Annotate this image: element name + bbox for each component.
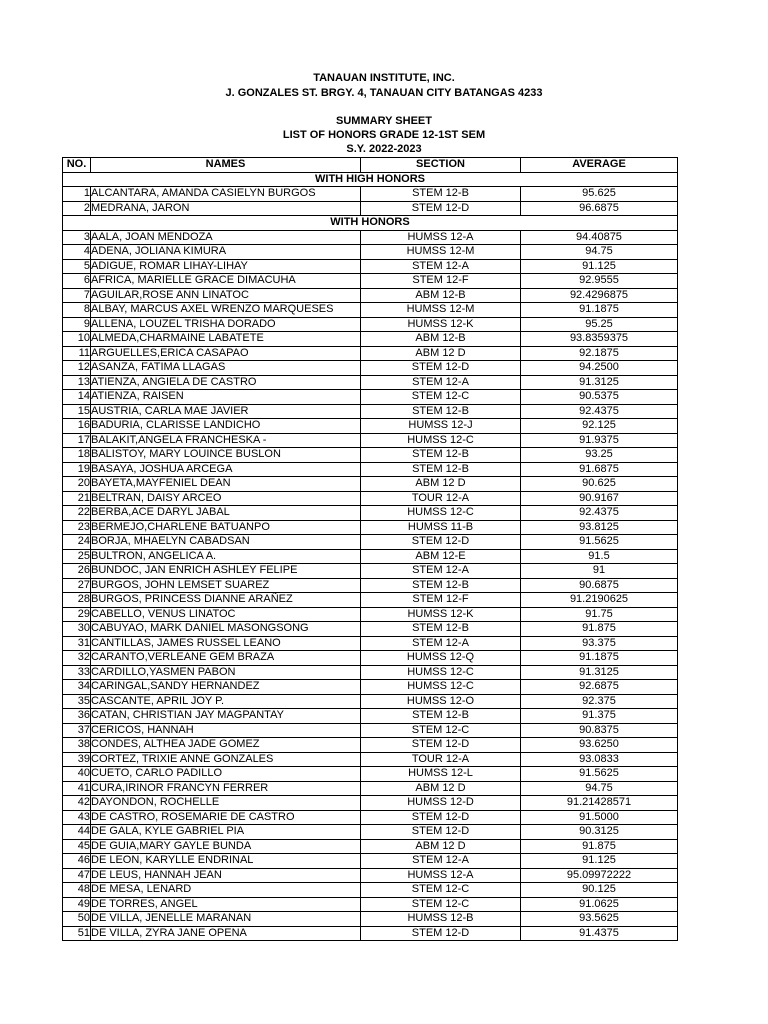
section: HUMSS 12-M [361, 245, 521, 260]
student-name: DE GALA, KYLE GABRIEL PIA [91, 825, 361, 840]
average: 90.3125 [521, 825, 678, 840]
student-name: AGUILAR,ROSE ANN LINATOC [91, 288, 361, 303]
table-row [63, 448, 678, 463]
average: 94.40875 [521, 230, 678, 245]
row-number: 6 [63, 274, 91, 289]
row-number: 45 [63, 839, 91, 854]
section: HUMSS 12-B [361, 912, 521, 927]
section: STEM 12-A [361, 375, 521, 390]
average: 91.1875 [521, 303, 678, 318]
table-row [63, 912, 678, 927]
student-name: AFRICA, MARIELLE GRACE DIMACUHA [91, 274, 361, 289]
student-name: CARINGAL,SANDY HERNANDEZ [91, 680, 361, 695]
row-number: 49 [63, 897, 91, 912]
student-name: CATAN, CHRISTIAN JAY MAGPANTAY [91, 709, 361, 724]
row-number: 19 [63, 462, 91, 477]
average: 93.5625 [521, 912, 678, 927]
row-number: 31 [63, 636, 91, 651]
table-row [63, 709, 678, 724]
row-number: 38 [63, 738, 91, 753]
table-row [63, 535, 678, 550]
row-number: 46 [63, 854, 91, 869]
student-name: CORTEZ, TRIXIE ANNE GONZALES [91, 752, 361, 767]
row-number: 1 [63, 187, 91, 202]
student-name: ATIENZA, ANGIELA DE CASTRO [91, 375, 361, 390]
row-number: 14 [63, 390, 91, 405]
row-number: 47 [63, 868, 91, 883]
row-number: 37 [63, 723, 91, 738]
row-number: 25 [63, 549, 91, 564]
row-number: 12 [63, 361, 91, 376]
row-number: 41 [63, 781, 91, 796]
row-number: 11 [63, 346, 91, 361]
table-row [63, 303, 678, 318]
table-row [63, 506, 678, 521]
average: 91.875 [521, 839, 678, 854]
average: 91.5 [521, 549, 678, 564]
table-row [63, 752, 678, 767]
section: HUMSS 12-C [361, 665, 521, 680]
average: 91.125 [521, 854, 678, 869]
average: 91.5625 [521, 535, 678, 550]
row-number: 24 [63, 535, 91, 550]
section: HUMSS 11-B [361, 520, 521, 535]
table-row [63, 723, 678, 738]
average: 92.375 [521, 694, 678, 709]
row-number: 23 [63, 520, 91, 535]
average: 92.1875 [521, 346, 678, 361]
section: STEM 12-D [361, 535, 521, 550]
section: STEM 12-B [361, 709, 521, 724]
student-name: CERICOS, HANNAH [91, 723, 361, 738]
student-name: ALBAY, MARCUS AXEL WRENZO MARQUESES [91, 303, 361, 318]
col-header-average: AVERAGE [521, 158, 678, 173]
student-name: DE LEON, KARYLLE ENDRINAL [91, 854, 361, 869]
section: HUMSS 12-Q [361, 651, 521, 666]
student-name: BURGOS, JOHN LEMSET SUAREZ [91, 578, 361, 593]
student-name: ALCANTARA, AMANDA CASIELYN BURGOS [91, 187, 361, 202]
average: 90.625 [521, 477, 678, 492]
section: STEM 12-A [361, 564, 521, 579]
average: 91.75 [521, 607, 678, 622]
student-name: ALLENA, LOUZEL TRISHA DORADO [91, 317, 361, 332]
student-name: DE TORRES, ANGEL [91, 897, 361, 912]
section: STEM 12-B [361, 578, 521, 593]
student-name: CONDES, ALTHEA JADE GOMEZ [91, 738, 361, 753]
section: STEM 12-C [361, 883, 521, 898]
student-name: CARANTO,VERLEANE GEM BRAZA [91, 651, 361, 666]
school-name: TANAUAN INSTITUTE, INC. [313, 72, 455, 84]
average: 92.9555 [521, 274, 678, 289]
row-number: 15 [63, 404, 91, 419]
average: 91.2190625 [521, 593, 678, 608]
student-name: CUETO, CARLO PADILLO [91, 767, 361, 782]
table-row [63, 201, 678, 216]
table-row [63, 767, 678, 782]
row-number: 36 [63, 709, 91, 724]
average: 90.5375 [521, 390, 678, 405]
section: STEM 12-B [361, 622, 521, 637]
table-row [63, 883, 678, 898]
row-number: 7 [63, 288, 91, 303]
average: 91.3125 [521, 665, 678, 680]
student-name: ATIENZA, RAISEN [91, 390, 361, 405]
average: 94.75 [521, 245, 678, 260]
section: STEM 12-A [361, 854, 521, 869]
table-row [63, 259, 678, 274]
student-name: DE VILLA, ZYRA JANE OPENA [91, 926, 361, 941]
header-row [63, 158, 678, 173]
table-row [63, 796, 678, 811]
average: 96.6875 [521, 201, 678, 216]
table-row [63, 375, 678, 390]
row-number: 5 [63, 259, 91, 274]
student-name: BELTRAN, DAISY ARCEO [91, 491, 361, 506]
table-row [63, 651, 678, 666]
section: STEM 12-A [361, 636, 521, 651]
student-name: ARGUELLES,ERICA CASAPAO [91, 346, 361, 361]
student-name: DE MESA, LENARD [91, 883, 361, 898]
section: ABM 12 D [361, 346, 521, 361]
row-number: 18 [63, 448, 91, 463]
student-name: BERMEJO,CHARLENE BATUANPO [91, 520, 361, 535]
table-row [63, 564, 678, 579]
row-number: 30 [63, 622, 91, 637]
col-header-names: NAMES [91, 158, 361, 173]
table-row [63, 607, 678, 622]
average: 91.3125 [521, 375, 678, 390]
row-number: 28 [63, 593, 91, 608]
table-row [63, 520, 678, 535]
student-name: DE VILLA, JENELLE MARANAN [91, 912, 361, 927]
table-row [63, 288, 678, 303]
table-row [63, 868, 678, 883]
section: HUMSS 12-C [361, 433, 521, 448]
row-number: 17 [63, 433, 91, 448]
table-row [63, 230, 678, 245]
section: HUMSS 12-C [361, 680, 521, 695]
table-row [63, 491, 678, 506]
col-header-section: SECTION [361, 158, 521, 173]
section: STEM 12-F [361, 274, 521, 289]
row-number: 22 [63, 506, 91, 521]
section: HUMSS 12-M [361, 303, 521, 318]
student-name: CASCANTE, APRIL JOY P. [91, 694, 361, 709]
student-name: BASAYA, JOSHUA ARCEGA [91, 462, 361, 477]
row-number: 51 [63, 926, 91, 941]
section: HUMSS 12-L [361, 767, 521, 782]
table-row [63, 346, 678, 361]
row-number: 50 [63, 912, 91, 927]
section: STEM 12-D [361, 361, 521, 376]
student-name: ASANZA, FATIMA LLAGAS [91, 361, 361, 376]
row-number: 32 [63, 651, 91, 666]
student-name: DE GUIA,MARY GAYLE BUNDA [91, 839, 361, 854]
average: 91.5625 [521, 767, 678, 782]
table-row [63, 477, 678, 492]
section: HUMSS 12-K [361, 607, 521, 622]
average: 93.375 [521, 636, 678, 651]
average: 93.8359375 [521, 332, 678, 347]
average: 91.4375 [521, 926, 678, 941]
table-row [63, 274, 678, 289]
average: 92.4296875 [521, 288, 678, 303]
row-number: 39 [63, 752, 91, 767]
sheet-title: SUMMARY SHEET [336, 115, 432, 127]
table-row [63, 810, 678, 825]
average: 92.4375 [521, 506, 678, 521]
student-name: BURGOS, PRINCESS DIANNE ARAÑEZ [91, 593, 361, 608]
row-number: 34 [63, 680, 91, 695]
section: STEM 12-C [361, 390, 521, 405]
section: STEM 12-F [361, 593, 521, 608]
section: HUMSS 12-A [361, 868, 521, 883]
section: ABM 12-B [361, 288, 521, 303]
row-number: 26 [63, 564, 91, 579]
table-row [63, 665, 678, 680]
average: 91.6875 [521, 462, 678, 477]
table-row [63, 419, 678, 434]
row-number: 3 [63, 230, 91, 245]
table-row [63, 187, 678, 202]
section: STEM 12-C [361, 897, 521, 912]
average: 91.1875 [521, 651, 678, 666]
average: 94.2500 [521, 361, 678, 376]
row-number: 9 [63, 317, 91, 332]
row-number: 33 [63, 665, 91, 680]
section: TOUR 12-A [361, 752, 521, 767]
average: 91.0625 [521, 897, 678, 912]
school-address: J. GONZALES ST. BRGY. 4, TANAUAN CITY BATANGAS 4233 [225, 87, 543, 99]
average: 90.9167 [521, 491, 678, 506]
row-number: 29 [63, 607, 91, 622]
school-year: S.Y. 2022-2023 [346, 143, 422, 155]
section: HUMSS 12-J [361, 419, 521, 434]
student-name: ALMEDA,CHARMAINE LABATETE [91, 332, 361, 347]
list-title: LIST OF HONORS GRADE 12-1ST SEM [282, 129, 486, 141]
student-name: DE CASTRO, ROSEMARIE DE CASTRO [91, 810, 361, 825]
section: STEM 12-B [361, 187, 521, 202]
group-title: WITH HONORS [63, 216, 678, 231]
col-header-no: NO. [63, 158, 91, 173]
section: ABM 12 D [361, 477, 521, 492]
average: 93.25 [521, 448, 678, 463]
section: STEM 12-D [361, 926, 521, 941]
table-row [63, 897, 678, 912]
average: 93.0833 [521, 752, 678, 767]
table-row [63, 854, 678, 869]
student-name: CABUYAO, MARK DANIEL MASONGSONG [91, 622, 361, 637]
section: STEM 12-B [361, 462, 521, 477]
average: 91.5000 [521, 810, 678, 825]
average: 94.75 [521, 781, 678, 796]
table-row [63, 781, 678, 796]
row-number: 42 [63, 796, 91, 811]
student-name: BULTRON, ANGELICA A. [91, 549, 361, 564]
table-row [63, 825, 678, 840]
table-row [63, 390, 678, 405]
student-name: BORJA, MHAELYN CABADSAN [91, 535, 361, 550]
student-name: ADIGUE, ROMAR LIHAY-LIHAY [91, 259, 361, 274]
student-name: CANTILLAS, JAMES RUSSEL LEANO [91, 636, 361, 651]
section: STEM 12-B [361, 448, 521, 463]
average: 90.125 [521, 883, 678, 898]
student-name: ADENA, JOLIANA KIMURA [91, 245, 361, 260]
average: 92.4375 [521, 404, 678, 419]
table-body [63, 172, 678, 941]
student-name: BADURIA, CLARISSE LANDICHO [91, 419, 361, 434]
average: 90.8375 [521, 723, 678, 738]
average: 93.6250 [521, 738, 678, 753]
table-row [63, 839, 678, 854]
average: 92.6875 [521, 680, 678, 695]
group-header-row [63, 216, 678, 231]
row-number: 48 [63, 883, 91, 898]
honors-table [62, 157, 678, 941]
student-name: CABELLO, VENUS LINATOC [91, 607, 361, 622]
row-number: 43 [63, 810, 91, 825]
table-row [63, 317, 678, 332]
average: 92.125 [521, 419, 678, 434]
student-name: BALAKIT,ANGELA FRANCHESKA - [91, 433, 361, 448]
average: 91.21428571 [521, 796, 678, 811]
table-row [63, 622, 678, 637]
student-name: BAYETA,MAYFENIEL DEAN [91, 477, 361, 492]
section: STEM 12-D [361, 810, 521, 825]
student-name: BALISTOY, MARY LOUINCE BUSLON [91, 448, 361, 463]
table-row [63, 549, 678, 564]
group-title: WITH HIGH HONORS [63, 172, 678, 187]
table-row [63, 462, 678, 477]
student-name: DE LEUS, HANNAH JEAN [91, 868, 361, 883]
table-row [63, 433, 678, 448]
table-row [63, 680, 678, 695]
table-row [63, 332, 678, 347]
section: HUMSS 12-A [361, 230, 521, 245]
average: 91.9375 [521, 433, 678, 448]
table-row [63, 404, 678, 419]
section: STEM 12-B [361, 404, 521, 419]
average: 93.8125 [521, 520, 678, 535]
row-number: 16 [63, 419, 91, 434]
average: 95.25 [521, 317, 678, 332]
student-name: MEDRANA, JARON [91, 201, 361, 216]
average: 91.375 [521, 709, 678, 724]
student-name: BERBA,ACE DARYL JABAL [91, 506, 361, 521]
table-row [63, 361, 678, 376]
row-number: 8 [63, 303, 91, 318]
table-row [63, 738, 678, 753]
row-number: 44 [63, 825, 91, 840]
section: HUMSS 12-K [361, 317, 521, 332]
row-number: 13 [63, 375, 91, 390]
average: 95.09972222 [521, 868, 678, 883]
row-number: 10 [63, 332, 91, 347]
section: STEM 12-D [361, 201, 521, 216]
section: STEM 12-D [361, 738, 521, 753]
row-number: 27 [63, 578, 91, 593]
table-row [63, 636, 678, 651]
average: 91.125 [521, 259, 678, 274]
section: ABM 12-B [361, 332, 521, 347]
row-number: 2 [63, 201, 91, 216]
student-name: AUSTRIA, CARLA MAE JAVIER [91, 404, 361, 419]
table-row [63, 926, 678, 941]
table-row [63, 593, 678, 608]
table-row [63, 694, 678, 709]
section: STEM 12-A [361, 259, 521, 274]
section: HUMSS 12-C [361, 506, 521, 521]
average: 95.625 [521, 187, 678, 202]
section: ABM 12 D [361, 839, 521, 854]
student-name: AALA, JOAN MENDOZA [91, 230, 361, 245]
section: STEM 12-D [361, 825, 521, 840]
section: TOUR 12-A [361, 491, 521, 506]
student-name: CARDILLO,YASMEN PABON [91, 665, 361, 680]
row-number: 21 [63, 491, 91, 506]
section: STEM 12-C [361, 723, 521, 738]
average: 91.875 [521, 622, 678, 637]
section: HUMSS 12-O [361, 694, 521, 709]
group-header-row [63, 172, 678, 187]
average: 90.6875 [521, 578, 678, 593]
row-number: 35 [63, 694, 91, 709]
row-number: 20 [63, 477, 91, 492]
student-name: DAYONDON, ROCHELLE [91, 796, 361, 811]
table-row [63, 578, 678, 593]
section: ABM 12-E [361, 549, 521, 564]
row-number: 4 [63, 245, 91, 260]
average: 91 [521, 564, 678, 579]
section: ABM 12 D [361, 781, 521, 796]
student-name: CURA,IRINOR FRANCYN FERRER [91, 781, 361, 796]
row-number: 40 [63, 767, 91, 782]
section: HUMSS 12-D [361, 796, 521, 811]
table-row [63, 245, 678, 260]
student-name: BUNDOC, JAN ENRICH ASHLEY FELIPE [91, 564, 361, 579]
